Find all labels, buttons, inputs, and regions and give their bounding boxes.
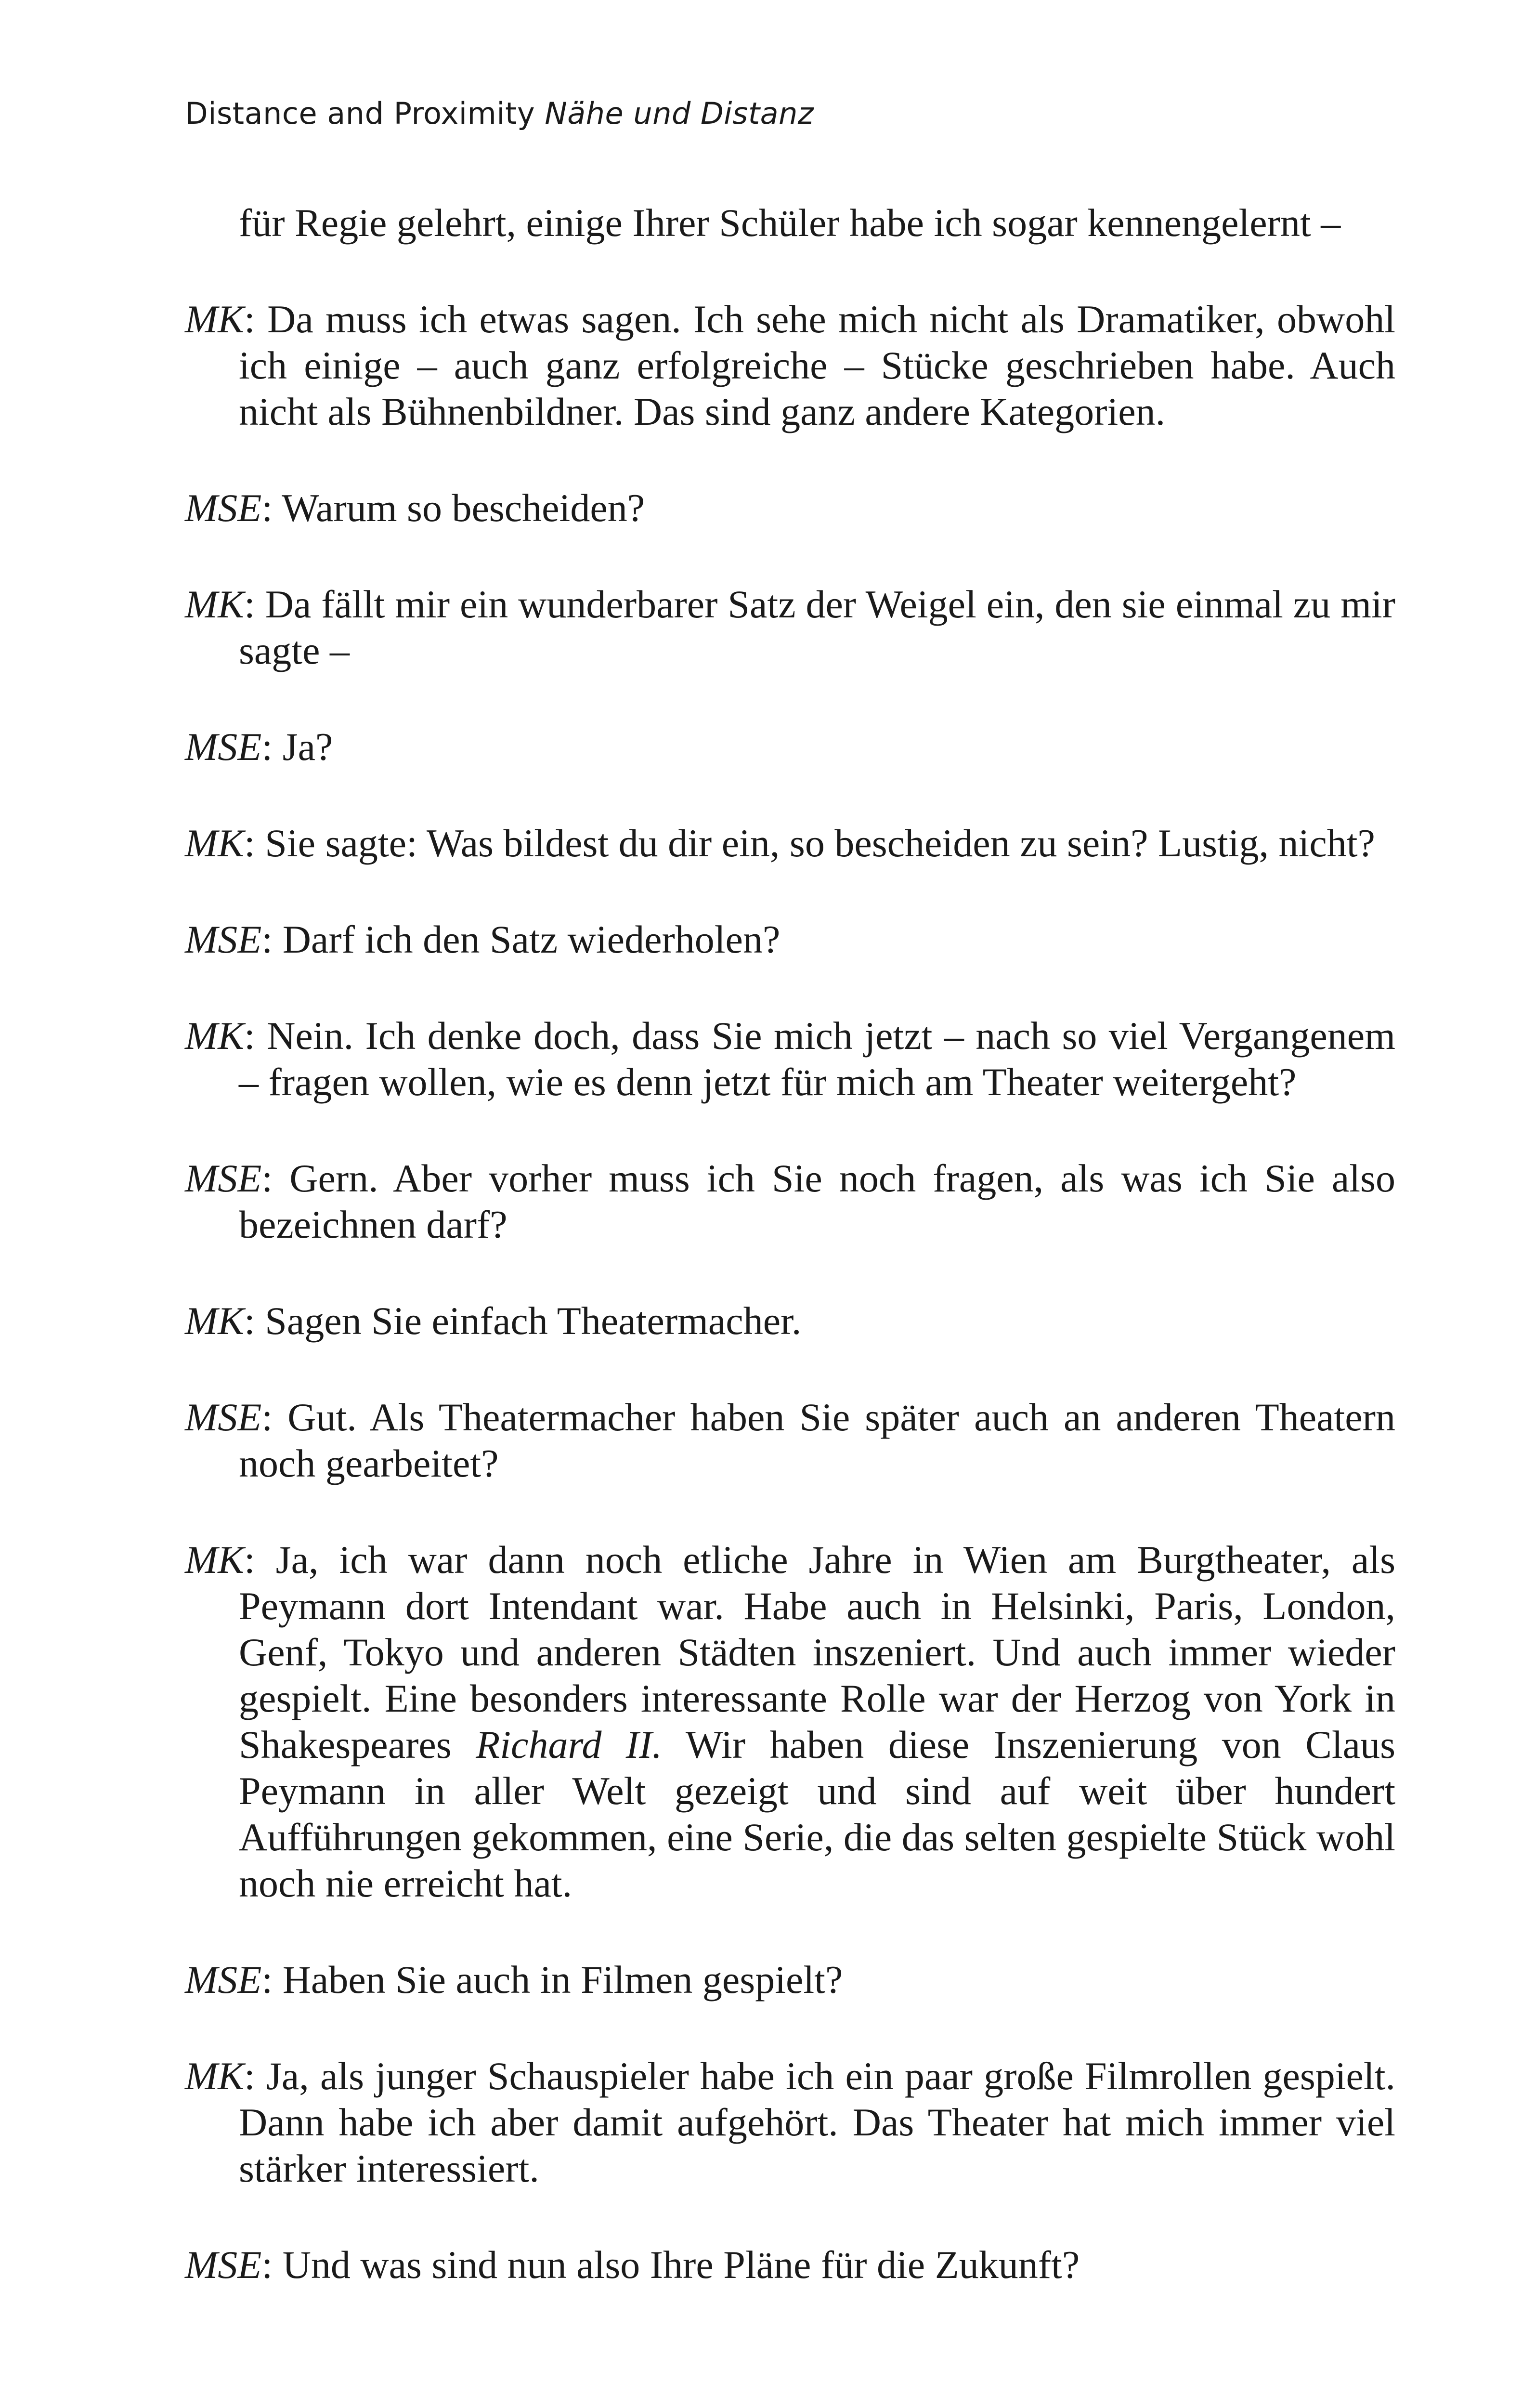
turn-text: Ja, ich war dann noch etliche Jahre in Wien am Burgtheater, als Peymann dort Intendant war. Habe auch in Helsinki, Paris, London, Genf, Tokyo und anderen Städten inszeniert. Und auch immer wieder gespielt. Eine besonders interessante Rolle war der Herzog von York in Shakespeares xyxy=(239,1538,1395,1767)
dialogue-turn: MSE: Gern. Aber vorher muss ich Sie noch fragen, als was ich Sie also bezeichnen darf? xyxy=(185,1156,1395,1246)
turn-text: Gern. Aber vorher muss ich Sie noch fragen, als was ich Sie also bezeichnen darf? xyxy=(239,1156,1395,1246)
speaker-label: MSE xyxy=(185,917,262,961)
turn-text: Ja, als junger Schauspieler habe ich ein paar große Filmrollen gespielt. Dann habe ich aber damit aufgehört. Das Theater hat mich immer viel stärker interessiert. xyxy=(239,2054,1395,2190)
speaker-label: MK xyxy=(185,821,244,865)
speaker-label: MK xyxy=(185,582,244,626)
turn-text: Ja? xyxy=(282,725,333,769)
speaker-label: MK xyxy=(185,297,244,341)
speaker-label: MSE xyxy=(185,486,262,530)
dialogue-turn: MSE: Warum so bescheiden? xyxy=(185,486,645,530)
running-head xyxy=(185,96,814,131)
dialogue-turn: MK: Sagen Sie einfach Theatermacher. xyxy=(185,1299,802,1343)
turn-text: Da fällt mir ein wunderbarer Satz der Weigel ein, den sie einmal zu mir sagte – xyxy=(239,582,1395,672)
dialogue-turn: MK: Ja, als junger Schauspieler habe ich ein paar große Filmrollen gespielt. Dann habe ich aber damit aufgehört. Das Theater hat mich immer viel stärker interessiert. xyxy=(185,2054,1395,2190)
dialogue-turn: MSE: Haben Sie auch in Filmen gespielt? xyxy=(185,1958,843,2002)
turn-text: Warum so bescheiden? xyxy=(282,486,645,530)
dialogue-turn: MK: Nein. Ich denke doch, dass Sie mich jetzt – nach so viel Vergangenem – fragen wollen, wie es denn jetzt für mich am Theater weitergeht? xyxy=(185,1014,1395,1104)
speaker-label: MK xyxy=(185,1538,244,1582)
interview-text xyxy=(185,200,1395,2338)
dialogue-turn: MK: Sie sagte: Was bildest du dir ein, so bescheiden zu sein? Lustig, nicht? xyxy=(185,821,1375,865)
running-head-english: Distance and Proximity xyxy=(185,96,535,131)
turn-text: Und was sind nun also Ihre Pläne für die Zukunft? xyxy=(282,2243,1080,2287)
speaker-label: MSE xyxy=(185,1156,262,1200)
dialogue-turn: MSE: Und was sind nun also Ihre Pläne für die Zukunft? xyxy=(185,2243,1080,2287)
turn-text: Gut. Als Theatermacher haben Sie später auch an anderen Theatern noch gearbeitet? xyxy=(239,1395,1395,1485)
speaker-label: MK xyxy=(185,1014,244,1058)
turn-text: Sagen Sie einfach Theatermacher. xyxy=(265,1299,802,1343)
dialogue-turn: MSE: Gut. Als Theatermacher haben Sie später auch an anderen Theatern noch gearbeitet? xyxy=(185,1395,1395,1485)
turn-text: Haben Sie auch in Filmen gespielt? xyxy=(282,1958,843,2002)
opening-fragment: für Regie gelehrt, einige Ihrer Schüler habe ich sogar kennengelernt – xyxy=(239,201,1341,245)
dialogue-turn: MSE: Darf ich den Satz wiederholen? xyxy=(185,917,781,961)
dialogue-turn: MSE: Ja? xyxy=(185,725,333,769)
dialogue-turn: MK: Da muss ich etwas sagen. Ich sehe mich nicht als Dramatiker, obwohl ich einige – auch ganz erfolgreiche – Stücke geschrieben habe. Auch nicht als Bühnenbildner. Das sind ganz andere Kategorien. xyxy=(185,297,1395,433)
speaker-label: MSE xyxy=(185,725,262,769)
dialogue-turn: MK: Ja, ich war dann noch etliche Jahre in Wien am Burgtheater, als Peymann dort Intendant war. Habe auch in Helsinki, Paris, London, Genf, Tokyo und anderen Städten inszeniert. Und auch immer wieder gespielt. Eine besonders interessante Rolle war der Herzog von York in Shakespeares Richard II. Wir haben diese Inszenierung von Claus Peymann in aller Welt gezeigt und sind auf weit über hundert Aufführungen gekommen, eine Serie, die das selten gespielte Stück wohl noch nie erreicht hat. xyxy=(185,1538,1395,1905)
speaker-label: MK xyxy=(185,2054,244,2098)
play-title: Richard II. xyxy=(476,1723,662,1767)
turn-text: Da muss ich etwas sagen. Ich sehe mich nicht als Dramatiker, obwohl ich einige – auch ganz erfolgreiche – Stücke geschrieben habe. Auch nicht als Bühnenbildner. Das sind ganz andere Kategorien. xyxy=(239,297,1395,433)
turn-text: Nein. Ich denke doch, dass Sie mich jetzt – nach so viel Vergangenem – fragen wollen, wie es denn jetzt für mich am Theater weitergeht? xyxy=(239,1014,1395,1104)
turn-text: Darf ich den Satz wiederholen? xyxy=(282,917,781,961)
dialogue-turn: MK: Da fällt mir ein wunderbarer Satz der Weigel ein, den sie einmal zu mir sagte – xyxy=(185,582,1395,672)
speaker-label: MSE xyxy=(185,1958,262,2002)
speaker-label: MK xyxy=(185,1299,244,1343)
turn-text: Sie sagte: Was bildest du dir ein, so bescheiden zu sein? Lustig, nicht? xyxy=(265,821,1375,865)
speaker-label: MSE xyxy=(185,1395,262,1439)
speaker-label: MSE xyxy=(185,2243,262,2287)
running-head-german: Nähe und Distanz xyxy=(545,96,814,131)
turn-text-continued: Wir haben diese Inszenierung von Claus Peymann in aller Welt gezeigt und sind auf weit über hundert Aufführungen gekommen, eine Serie, die das selten gespielte Stück wohl noch nie erreicht hat. xyxy=(239,1723,1395,1905)
